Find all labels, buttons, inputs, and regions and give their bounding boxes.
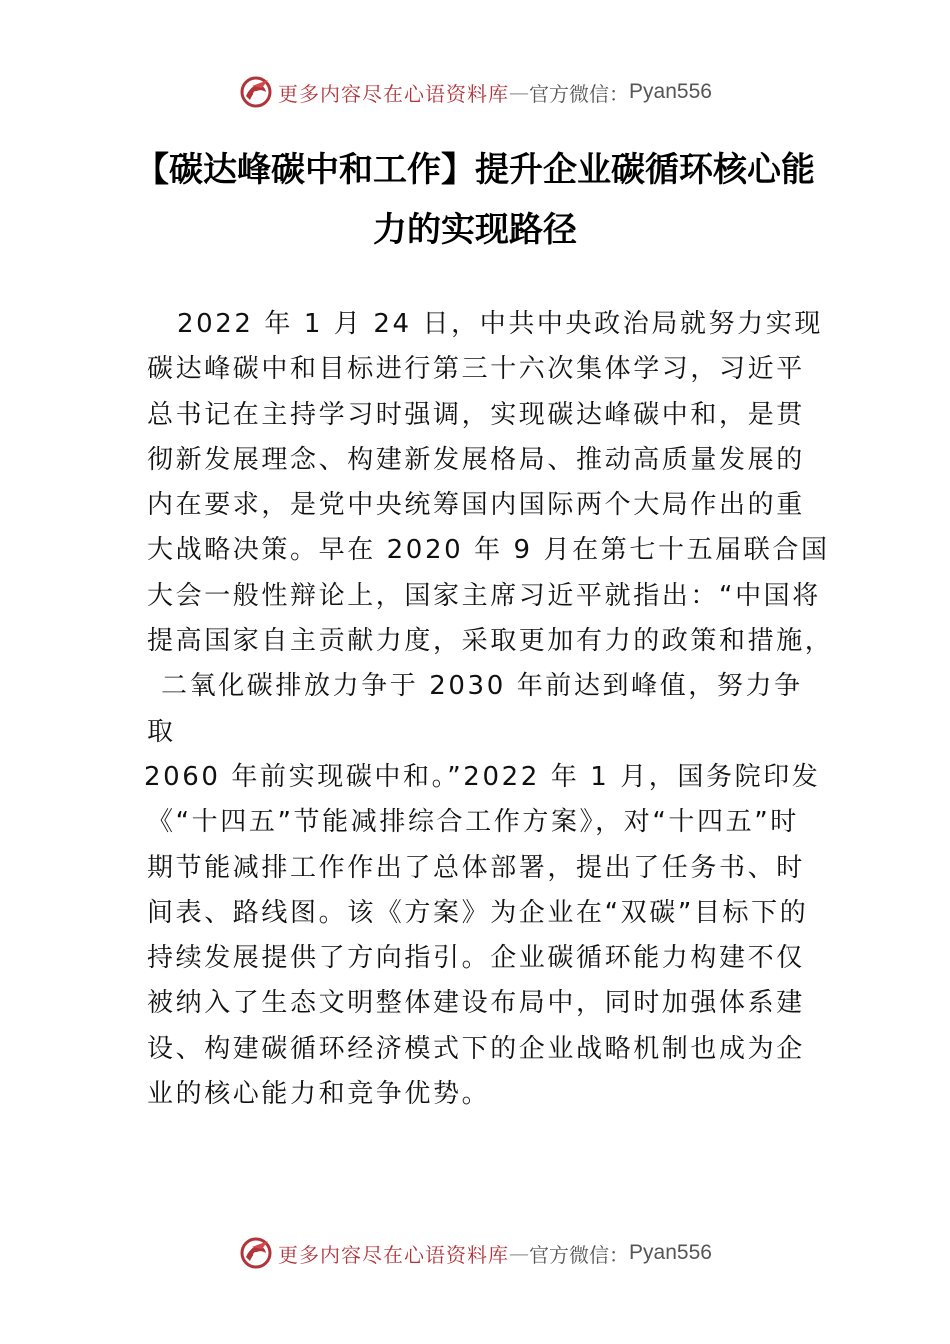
body-line: 2022 年 1 月 24 日，中共中央政治局就努力实现: [177, 309, 823, 339]
header-separator: —: [509, 80, 530, 104]
body-line: 期节能减排工作作出了总体部署，提出了任务书、时: [147, 852, 805, 883]
red-swirl-logo-icon: [238, 1235, 274, 1271]
body-text: [144, 302, 834, 1117]
body-line: 碳达峰碳中和目标进行第三十六次集体学习，习近平: [147, 354, 805, 385]
footer-wechat-id: Pyan556: [629, 1241, 712, 1264]
footer-wechat-label: 官方微信：: [529, 1242, 630, 1267]
body-line: 大战略决策。早在 2020 年 9 月在第七十五届联合国: [147, 535, 830, 566]
title-line-1: 【碳达峰碳中和工作】提升企业碳循环核心能: [135, 150, 815, 190]
body-line: 取: [147, 716, 176, 747]
body-line: 设、构建碳循环经济模式下的企业战略机制也成为企: [147, 1033, 805, 1064]
body-line: 持续发展提供了方向指引。企业碳循环能力构建不仅: [147, 943, 805, 974]
body-line: 内在要求，是党中央统筹国内国际两个大局作出的重: [147, 490, 805, 521]
body-line: 大会一般性辩论上，国家主席习近平就指出：“中国将: [147, 580, 821, 611]
footer-banner: [0, 1233, 950, 1273]
title-line-2: 力的实现路径: [373, 210, 577, 250]
header-banner: [0, 72, 950, 112]
footer-separator: —: [509, 1241, 530, 1265]
header-wechat-label: 官方微信：: [529, 81, 630, 106]
body-line: 业的核心能力和竞争优势。: [147, 1079, 491, 1110]
header-wechat-id: Pyan556: [629, 80, 712, 103]
body-line: 间表、路线图。该《方案》为企业在“双碳”目标下的: [147, 897, 809, 928]
red-swirl-logo-icon: [238, 74, 274, 110]
body-line: 提高国家自主贡献力度，采取更加有力的政策和措施，: [147, 626, 834, 657]
body-line: 彻新发展理念、构建新发展格局、推动高质量发展的: [147, 444, 805, 475]
footer-site-text: 更多内容尽在心语资料库: [278, 1242, 510, 1267]
body-line: 被纳入了生态文明整体建设布局中，同时加强体系建: [147, 988, 805, 1019]
body-line: 总书记在主持学习时强调，实现碳达峰碳中和，是贯: [147, 399, 805, 430]
header-site-text: 更多内容尽在心语资料库: [278, 81, 510, 106]
body-line: 《“十四五”节能减排综合工作方案》，对“十四五”时: [147, 807, 799, 838]
page-title: [0, 140, 950, 260]
body-line: 二氧化碳排放力争于 2030 年前达到峰值，努力争: [161, 671, 803, 702]
body-line: 2060 年前实现碳中和。”2022 年 1 月，国务院印发: [144, 761, 821, 792]
